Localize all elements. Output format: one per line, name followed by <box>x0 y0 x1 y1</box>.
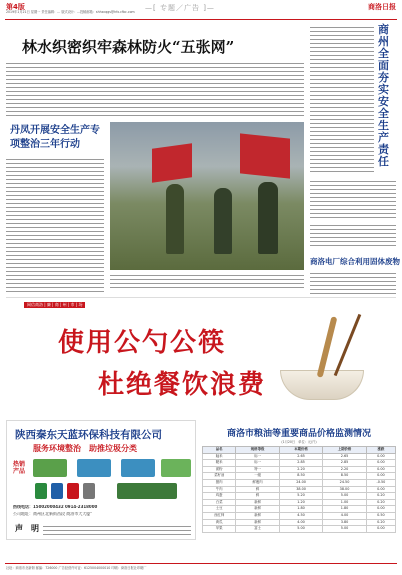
price-table-cell: 新鲜 <box>236 506 279 513</box>
price-table-cell: 8.50 <box>323 473 366 480</box>
section-name-text: 专题／广告 <box>159 4 200 12</box>
price-table-cell: 1.80 <box>279 506 322 513</box>
photo-person-1 <box>166 184 184 254</box>
company-ad <box>6 420 196 540</box>
truck-icon-3 <box>121 459 155 477</box>
price-table-cell: 猪肉 <box>203 479 236 486</box>
price-table-row <box>203 493 396 500</box>
price-table-cell: 38.00 <box>323 486 366 493</box>
price-table-cell: 标一 <box>236 460 279 467</box>
bin-icon-4 <box>83 483 95 499</box>
price-table-cell: 5.00 <box>279 526 322 533</box>
promo-banner <box>6 297 396 417</box>
price-table-row <box>203 512 396 519</box>
page-header <box>0 0 402 20</box>
price-table-row <box>203 460 396 467</box>
price-table-cell: 4.50 <box>279 512 322 519</box>
price-table-cell: 0.00 <box>366 466 395 473</box>
price-table-header: 上期价格 <box>323 447 366 454</box>
side-article-body-2 <box>310 178 396 218</box>
price-table-cell: 0.00 <box>366 460 395 467</box>
price-table-cell: 24.50 <box>323 479 366 486</box>
price-table-cell: 0.50 <box>366 512 395 519</box>
price-table-cell: 籼米 <box>203 453 236 460</box>
price-table-cell: 标一 <box>236 453 279 460</box>
price-table-cell: 新鲜 <box>236 519 279 526</box>
price-table-cell: 38.00 <box>279 486 322 493</box>
bin-icon-1 <box>35 483 47 499</box>
price-table-cell: 1.80 <box>323 506 366 513</box>
header-meta: 2019年1月21日 星期一 责任编辑：... 版式设计：... <box>6 10 81 14</box>
banner-tag: 网信商洛 | 廉 | 商 | 州 | 市 | 场 <box>24 302 85 308</box>
chopsticks-illustration <box>334 314 362 376</box>
price-table-cell: 2.65 <box>323 453 366 460</box>
price-table-row <box>203 453 396 460</box>
banner-line1: 使用公勺公筷 <box>58 328 227 358</box>
price-table-cell: 1.20 <box>279 499 322 506</box>
price-table-cell: 3.80 <box>323 519 366 526</box>
side-headline: 商州全面夯实安全生产责任 <box>378 23 389 168</box>
price-table-row <box>203 526 396 533</box>
article4-headline: 商洛电厂综合利用固体废物 <box>310 257 400 266</box>
price-table-cell: 粳米 <box>203 460 236 467</box>
truck-icon-2 <box>77 459 111 477</box>
ad-slogan: 服务环境整治 助推垃圾分类 <box>33 444 137 453</box>
price-table-cell: 4.00 <box>323 512 366 519</box>
truck-icon-4 <box>161 459 191 477</box>
price-table-cell: 1.00 <box>323 499 366 506</box>
price-table-cell: 0.00 <box>366 526 395 533</box>
price-table-cell: 富士 <box>236 526 279 533</box>
side-article-body <box>310 24 374 174</box>
truck-icon-1 <box>33 459 67 477</box>
price-table-cell: 黄瓜 <box>203 519 236 526</box>
statement-title: 声 明 <box>15 524 39 533</box>
price-table-cell: 2.20 <box>279 466 322 473</box>
price-table-header: 本期价格 <box>279 447 322 454</box>
price-table-cell: 4.00 <box>279 519 322 526</box>
price-table-row <box>203 506 396 513</box>
price-table-cell: 0.20 <box>366 499 395 506</box>
main-headline: 林水织密织牢森林防火“五张网” <box>22 38 235 56</box>
ad-address: 公司地址：商州区北新街西段 商洛市大大厦“ <box>13 512 93 516</box>
article2-body <box>6 156 104 292</box>
price-table-cell: 5.20 <box>279 493 322 500</box>
price-table-cell: 8.50 <box>279 473 322 480</box>
price-table-subtitle: (1月20日 单位：元/斤) <box>281 440 317 444</box>
price-table-cell: 土豆 <box>203 506 236 513</box>
price-table-cell: 面粉 <box>203 466 236 473</box>
price-table-row <box>203 486 396 493</box>
price-table-cell: 0.00 <box>366 453 395 460</box>
price-table-cell: 菜籽油 <box>203 473 236 480</box>
banner-line2: 杜绝餐饮浪费 <box>98 370 267 400</box>
price-table-cell: 5.00 <box>323 493 366 500</box>
price-table-header: 涨跌 <box>366 447 395 454</box>
price-table-cell: 特一 <box>236 466 279 473</box>
article2-headline: 丹凤开展安全生产专项整治三年行动 <box>10 125 100 150</box>
price-table-cell: 2.65 <box>279 453 322 460</box>
container-icon <box>117 483 177 499</box>
footer-text: 社址：商洛市北新街 邮编：726000 广告经营许可证：6125004000010 印刷：商洛日报社印刷厂 <box>6 566 147 570</box>
photo-flag-left <box>152 143 192 183</box>
photo-person-2 <box>214 188 232 254</box>
statement-body <box>43 523 191 537</box>
price-table-cell: 24.00 <box>279 479 322 486</box>
price-table-cell: 0.20 <box>366 493 395 500</box>
price-table-cell: 0.20 <box>366 519 395 526</box>
price-table-cell: 牛肉 <box>203 486 236 493</box>
price-table-row <box>203 499 396 506</box>
price-table-cell: 0.00 <box>366 473 395 480</box>
price-table-row <box>203 479 396 486</box>
price-table-cell: 新鲜 <box>236 499 279 506</box>
photo-flag-right <box>240 133 290 178</box>
price-table-cell: 白菜 <box>203 499 236 506</box>
price-table-cell: -0.50 <box>366 479 395 486</box>
section-name: —[ 专题／广告 ]— <box>145 4 215 12</box>
price-table-cell: 鸡蛋 <box>203 493 236 500</box>
price-table-header: 品名 <box>203 447 236 454</box>
price-table-cell: 苹果 <box>203 526 236 533</box>
header-rule <box>5 19 397 20</box>
price-table-cell: 2.85 <box>323 460 366 467</box>
hot-product-label: 热销产品 <box>13 461 26 475</box>
price-table-cell: 2.20 <box>323 466 366 473</box>
price-table <box>202 446 396 533</box>
price-table-row <box>203 466 396 473</box>
article1-body <box>6 60 304 116</box>
price-table-header: 规格等级 <box>236 447 279 454</box>
ad-hotline: 热线电话：15002000432 0914-2318000 <box>13 505 98 509</box>
header-email: 投稿邮箱：shhxcqgs@hfx.cfbc.com <box>80 10 135 14</box>
price-table-cell: 西红柿 <box>203 512 236 519</box>
news-photo <box>110 122 304 270</box>
bin-icon-3 <box>67 483 79 499</box>
price-table-cell: 鲜 <box>236 486 279 493</box>
price-table-cell: 一级 <box>236 473 279 480</box>
ad-company-name: 陕西秦东天蓝环保科技有限公司 <box>15 429 162 441</box>
price-table-cell: 新鲜 <box>236 512 279 519</box>
footer-rule <box>5 563 397 564</box>
price-table-cell: 鲜瘦肉 <box>236 479 279 486</box>
price-table-title: 商洛市粮油等重要商品价格监测情况 <box>226 429 371 439</box>
photo-person-3 <box>258 182 278 254</box>
article3-body <box>310 222 396 248</box>
article4-body <box>310 270 396 294</box>
price-table-cell: 0.00 <box>366 486 395 493</box>
photo-caption <box>110 272 304 290</box>
bin-icon-2 <box>51 483 63 499</box>
price-table-cell: 2.85 <box>279 460 322 467</box>
price-table-row <box>203 519 396 526</box>
page-number: 第4版 <box>6 3 25 11</box>
price-monitor <box>202 420 396 540</box>
price-table-cell: 0.00 <box>366 506 395 513</box>
paper-name: 商洛日报 <box>368 2 396 11</box>
price-table-row <box>203 473 396 480</box>
price-table-cell: 鲜 <box>236 493 279 500</box>
price-table-cell: 5.00 <box>323 526 366 533</box>
spoon-illustration <box>317 316 338 378</box>
